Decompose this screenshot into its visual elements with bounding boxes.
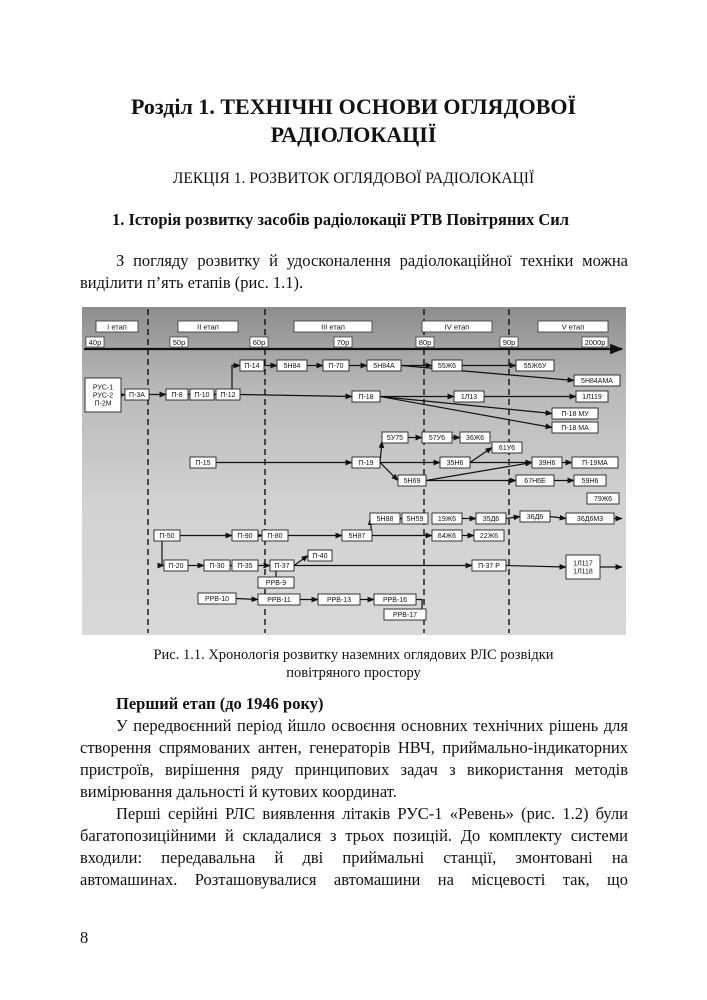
radar-node-п-37-р [472, 560, 506, 571]
radar-node-label: 61У6 [498, 445, 516, 453]
radar-node-label: П-19МА [582, 460, 608, 468]
radar-node-22ж6 [474, 530, 504, 541]
radar-node-label: П-70 [328, 363, 344, 371]
radar-node-label: П-18 [358, 394, 374, 402]
radar-node-п-37 [270, 560, 294, 571]
radar-node-label: 36Ж6 [465, 435, 485, 443]
radar-node-5н84ама [574, 375, 620, 386]
radar-node-label: РУС-2 [92, 392, 114, 400]
radar-node-label: 36Д6М3 [576, 516, 604, 524]
radar-node-label: 1Л118 [573, 568, 593, 576]
radar-node-label: 64Ж6 [437, 533, 457, 541]
radar-node-label: П-19 [358, 460, 374, 468]
stage-label: ІІІ етап [321, 322, 345, 332]
radar-node-5у75 [382, 432, 408, 443]
radar-node-label: РРВ-10 [204, 596, 230, 604]
radar-node-label: 1Л117 [573, 560, 593, 568]
radar-node-п-18 [352, 391, 380, 402]
radar-node-label: П-12 [220, 392, 236, 400]
first-stage-paragraph-2 [80, 803, 628, 891]
radar-node-label: П-37 Р [478, 563, 500, 571]
radar-node-label: 39Н6 [538, 460, 556, 468]
radar-node-label: 79Ж6 [593, 496, 613, 504]
radar-node-35д6 [476, 513, 506, 524]
radar-node-label: П-50 [159, 533, 175, 541]
radar-node-п-18-му [552, 408, 598, 419]
radar-node-п-70 [323, 360, 349, 371]
figure-caption-line1: Рис. 1.1. Хронологія розвитку наземних оглядових РЛС розвідки [153, 647, 554, 663]
radar-node-5н59 [402, 513, 428, 524]
subsection-title: 1. Історія розвитку засобів радіолокації РТВ Повітряних Сил [112, 210, 570, 229]
radar-node-п-20 [164, 560, 188, 571]
radar-node-label: 5Н88 [376, 516, 394, 524]
radar-node-ррв-17 [384, 609, 426, 620]
radar-node-label: 1Л119 [582, 394, 602, 402]
radar-node-п-14 [240, 360, 264, 371]
radar-node-55ж6у [516, 360, 554, 371]
radar-node-label: 5Н69 [403, 478, 421, 486]
radar-node-п-12 [216, 389, 240, 400]
radar-node-label: РРВ-16 [382, 597, 408, 605]
text-line: З погляду розвитку й удосконалення радіолокаційної техніки можна [116, 251, 628, 270]
radar-node-label: 22Ж6 [479, 533, 499, 541]
page-number: 8 [80, 928, 89, 947]
radar-chronology-diagram [82, 307, 626, 635]
radar-node-label: 35Н6 [446, 460, 464, 468]
radar-node-57у6 [422, 432, 452, 443]
radar-node-label: П-30 [209, 563, 225, 571]
radar-node-label: 36Д6 [526, 514, 544, 522]
radar-node-1л117 [566, 555, 600, 579]
radar-node-label: РРВ-13 [326, 597, 352, 605]
radar-node-55ж6 [432, 360, 462, 371]
radar-node-label: 1Л13 [460, 394, 478, 402]
radar-node-1л13 [454, 391, 484, 402]
radar-node-ррв-16 [374, 594, 416, 605]
radar-node-label: РУС-1 [92, 384, 114, 392]
radar-node-59н6 [574, 475, 606, 486]
radar-node-п-18-ма [552, 422, 598, 433]
figure-background [82, 307, 626, 635]
radar-node-36д6 [520, 511, 550, 522]
radar-node-1л119 [576, 391, 608, 402]
text-line: Перші серійні РЛС виявлення літаків РУС-1 «Ревень» (рис. 1.2) були [116, 804, 628, 823]
radar-node-п-80 [262, 530, 288, 541]
decade-tick-label: 40р [88, 337, 102, 347]
radar-node-label: 5Н84 [283, 363, 301, 371]
section-title-line2: РАДІОЛОКАЦІЇ [270, 122, 437, 147]
lecture-title: ЛЕКЦІЯ 1. РОЗВИТОК ОГЛЯДОВОЇ РАДІОЛОКАЦІЇ [172, 170, 535, 187]
radar-node-61у6 [492, 442, 522, 453]
radar-node-label: П-37 [274, 563, 290, 571]
radar-node-label: РРВ-11 [267, 597, 291, 605]
radar-node-п-30 [204, 560, 230, 571]
radar-node-39н6 [532, 457, 562, 468]
radar-node-label: 59Н6 [581, 478, 599, 486]
radar-node-п-40 [308, 550, 332, 561]
text-line: створення спрямованих антен, генераторів НВЧ, приймально-індикаторних [80, 738, 628, 757]
radar-node-ррв-10 [198, 593, 236, 604]
text-line: автомашинах. Розташовувалися автомашини на місцевості так, що [80, 870, 628, 889]
text-line: багатопозиційними й складалися з трьох позицій. До комплекту системи [80, 826, 628, 845]
stage-label: ІІ етап [197, 322, 219, 332]
radar-node-5н84а [367, 360, 401, 371]
decade-tick-label: 70р [336, 337, 350, 347]
radar-node-5н69 [398, 475, 426, 486]
radar-node-label: 67Н6Е [524, 478, 546, 486]
radar-node-п-3а [125, 389, 149, 400]
radar-node-label: РРВ-17 [392, 612, 418, 620]
radar-node-label: П-18 МА [561, 425, 589, 433]
radar-node-label: 19Ж6 [437, 516, 457, 524]
figure-caption-line2: повітряного простору [286, 665, 421, 681]
radar-node-рус-1 [85, 378, 121, 412]
radar-node-label: 5Н84АМА [581, 378, 613, 386]
radar-node-ррв-13 [318, 594, 360, 605]
radar-node-label: 55Ж6У [523, 363, 547, 371]
radar-node-label: П-40 [312, 553, 328, 561]
radar-node-79ж6 [587, 493, 619, 504]
radar-node-label: П-8 [171, 392, 183, 400]
radar-node-5н88 [370, 513, 400, 524]
radar-node-5н84 [277, 360, 307, 371]
text-line: вимірювання дальності й кутових координат. [80, 782, 397, 801]
text-line: У передвоєнний період йшло освоєння основних технічних рішень для [116, 716, 628, 735]
radar-node-label: П-10 [194, 392, 210, 400]
radar-node-п-19 [352, 457, 380, 468]
first-stage-heading: Перший етап (до 1946 року) [116, 694, 324, 713]
radar-node-label: П-15 [195, 460, 211, 468]
radar-node-п-50 [154, 530, 180, 541]
decade-tick-label: 2000р [584, 337, 606, 347]
radar-node-п-8 [166, 389, 188, 400]
radar-node-label: П-18 МУ [561, 411, 589, 419]
text-line: пристроїв, вирішення ряду принципових задач з використання методів [80, 760, 628, 779]
radar-node-5н87 [342, 530, 372, 541]
first-stage-paragraph-1 [80, 715, 628, 803]
radar-node-label: 5Н84А [373, 363, 395, 371]
radar-node-label: П-35 [237, 563, 253, 571]
radar-node-label: 55Ж6 [437, 363, 457, 371]
radar-node-label: 57У6 [428, 435, 446, 443]
radar-node-label: П-20 [168, 563, 184, 571]
radar-node-п-15 [190, 457, 216, 468]
radar-node-п-19ма [572, 457, 618, 468]
stage-label: V етап [561, 322, 585, 332]
radar-node-label: П-80 [267, 533, 283, 541]
radar-node-64ж6 [432, 530, 462, 541]
decade-tick-label: 60р [252, 337, 266, 347]
intro-paragraph [80, 250, 628, 294]
radar-node-ррв-11 [258, 594, 300, 605]
radar-node-67н6е [516, 475, 554, 486]
radar-node-ррв-9 [258, 577, 294, 588]
section-title-line1: Розділ 1. ТЕХНІЧНІ ОСНОВИ ОГЛЯДОВОЇ [130, 94, 577, 119]
radar-node-36д6м3 [566, 513, 614, 524]
radar-node-19ж6 [432, 513, 462, 524]
radar-node-label: 35Д6 [482, 516, 500, 524]
radar-node-п-10 [190, 389, 214, 400]
evolution-arrow [121, 395, 125, 396]
radar-node-label: 5У75 [386, 435, 404, 443]
text-line: входили: передавальна й дві приймальні станції, змонтовані на [80, 848, 628, 867]
radar-node-35н6 [440, 457, 470, 468]
decade-tick-label: 80р [418, 337, 432, 347]
radar-node-п-90 [232, 530, 258, 541]
radar-node-label: П-3А [129, 392, 145, 400]
radar-node-п-35 [232, 560, 258, 571]
radar-node-label: РРВ-9 [265, 580, 287, 588]
text-line: виділити п’ять етапів (рис. 1.1). [80, 273, 304, 292]
radar-node-label: 5Н87 [348, 533, 366, 541]
radar-node-label: П-14 [244, 363, 260, 371]
stage-label: ІV етап [444, 322, 470, 332]
decade-tick-label: 50р [172, 337, 186, 347]
stage-label: І етап [107, 322, 127, 332]
radar-node-label: П-2М [94, 400, 112, 408]
radar-node-label: П-90 [237, 533, 253, 541]
radar-node-label: 5Н59 [406, 516, 424, 524]
radar-node-36ж6 [460, 432, 490, 443]
decade-tick-label: 90р [502, 337, 516, 347]
